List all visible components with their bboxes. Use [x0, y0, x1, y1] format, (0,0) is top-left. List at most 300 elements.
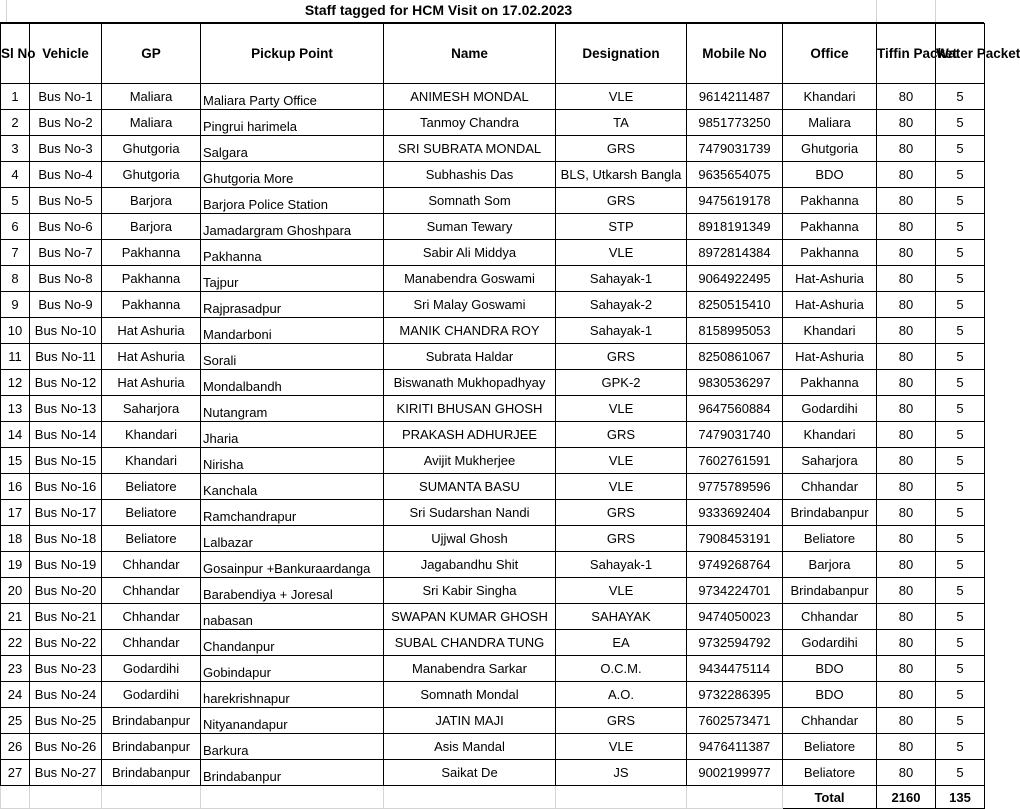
cell-designation[interactable]: GPK-2: [556, 370, 687, 396]
cell-office[interactable]: Brindabanpur: [783, 500, 877, 526]
cell-name[interactable]: SUMANTA BASU: [384, 474, 556, 500]
cell-designation[interactable]: Sahayak-1: [556, 266, 687, 292]
cell-office[interactable]: Barjora: [783, 552, 877, 578]
table-row: [1, 136, 985, 162]
cell-mobile-no[interactable]: 7479031740: [687, 422, 783, 448]
cell-sl-no[interactable]: 2: [1, 110, 30, 136]
cell-gp[interactable]: Maliara: [102, 110, 201, 136]
cell-gp[interactable]: Pakhanna: [102, 292, 201, 318]
cell-name[interactable]: Biswanath Mukhopadhyay: [384, 370, 556, 396]
cell-vehicle[interactable]: Bus No-2: [30, 110, 102, 136]
cell-mobile-no[interactable]: 8250515410: [687, 292, 783, 318]
cell-sl-no[interactable]: 16: [1, 474, 30, 500]
cell-name[interactable]: Somnath Mondal: [384, 682, 556, 708]
cell-name[interactable]: JATIN MAJI: [384, 708, 556, 734]
cell-office[interactable]: Pakhanna: [783, 188, 877, 214]
cell-office[interactable]: Chhandar: [783, 708, 877, 734]
cell-designation[interactable]: A.O.: [556, 682, 687, 708]
cell-office[interactable]: Saharjora: [783, 448, 877, 474]
cell-vehicle[interactable]: Bus No-11: [30, 344, 102, 370]
cell-water-packet[interactable]: 5: [936, 578, 985, 604]
cell-mobile-no[interactable]: 9434475114: [687, 656, 783, 682]
header-office[interactable]: Office: [783, 24, 877, 84]
cell-office[interactable]: Chhandar: [783, 604, 877, 630]
cell-water-packet[interactable]: 5: [936, 552, 985, 578]
cell-name[interactable]: SWAPAN KUMAR GHOSH: [384, 604, 556, 630]
cell-office[interactable]: Hat-Ashuria: [783, 292, 877, 318]
cell-gp[interactable]: Brindabanpur: [102, 708, 201, 734]
cell-tiffin-packet[interactable]: 80: [877, 214, 936, 240]
cell-designation[interactable]: Sahayak-2: [556, 292, 687, 318]
total-water[interactable]: 135: [936, 786, 985, 809]
cell-designation[interactable]: VLE: [556, 396, 687, 422]
cell-mobile-no[interactable]: 9064922495: [687, 266, 783, 292]
cell-tiffin-packet[interactable]: 80: [877, 578, 936, 604]
cell-vehicle[interactable]: Bus No-20: [30, 578, 102, 604]
cell-sl-no[interactable]: 4: [1, 162, 30, 188]
cell-pickup-point[interactable]: Barjora Police Station: [201, 188, 384, 214]
cell-name[interactable]: Subhashis Das: [384, 162, 556, 188]
cell-tiffin-packet[interactable]: 80: [877, 656, 936, 682]
grid-cell[interactable]: [102, 786, 201, 809]
cell-tiffin-packet[interactable]: 80: [877, 344, 936, 370]
cell-pickup-point[interactable]: Salgara: [201, 136, 384, 162]
cell-office[interactable]: Hat-Ashuria: [783, 266, 877, 292]
cell-mobile-no[interactable]: 9475619178: [687, 188, 783, 214]
cell-water-packet[interactable]: 5: [936, 422, 985, 448]
header-designation[interactable]: Designation: [556, 24, 687, 84]
cell-water-packet[interactable]: 5: [936, 760, 985, 786]
cell-water-packet[interactable]: 5: [936, 396, 985, 422]
cell-designation[interactable]: JS: [556, 760, 687, 786]
cell-sl-no[interactable]: 24: [1, 682, 30, 708]
cell-water-packet[interactable]: 5: [936, 136, 985, 162]
cell-tiffin-packet[interactable]: 80: [877, 240, 936, 266]
cell-sl-no[interactable]: 21: [1, 604, 30, 630]
cell-name[interactable]: Somnath Som: [384, 188, 556, 214]
cell-mobile-no[interactable]: 9474050023: [687, 604, 783, 630]
cell-vehicle[interactable]: Bus No-9: [30, 292, 102, 318]
cell-tiffin-packet[interactable]: 80: [877, 266, 936, 292]
cell-vehicle[interactable]: Bus No-17: [30, 500, 102, 526]
cell-gp[interactable]: Beliatore: [102, 474, 201, 500]
cell-tiffin-packet[interactable]: 80: [877, 136, 936, 162]
cell-gp[interactable]: Barjora: [102, 214, 201, 240]
cell-office[interactable]: Pakhanna: [783, 370, 877, 396]
cell-tiffin-packet[interactable]: 80: [877, 630, 936, 656]
cell-office[interactable]: Khandari: [783, 318, 877, 344]
cell-office[interactable]: Hat-Ashuria: [783, 344, 877, 370]
cell-pickup-point[interactable]: Nirisha: [201, 448, 384, 474]
cell-vehicle[interactable]: Bus No-12: [30, 370, 102, 396]
cell-gp[interactable]: Hat Ashuria: [102, 370, 201, 396]
cell-tiffin-packet[interactable]: 80: [877, 448, 936, 474]
cell-vehicle[interactable]: Bus No-7: [30, 240, 102, 266]
grid-cell[interactable]: [687, 786, 783, 809]
cell-gp[interactable]: Maliara: [102, 84, 201, 110]
cell-pickup-point[interactable]: Lalbazar: [201, 526, 384, 552]
cell-vehicle[interactable]: Bus No-15: [30, 448, 102, 474]
header-name[interactable]: Name: [384, 24, 556, 84]
cell-pickup-point[interactable]: Chandanpur: [201, 630, 384, 656]
cell-vehicle[interactable]: Bus No-14: [30, 422, 102, 448]
cell-pickup-point[interactable]: Sorali: [201, 344, 384, 370]
cell-pickup-point[interactable]: Gosainpur +Bankuraardanga: [201, 552, 384, 578]
cell-vehicle[interactable]: Bus No-8: [30, 266, 102, 292]
cell-tiffin-packet[interactable]: 80: [877, 84, 936, 110]
cell-vehicle[interactable]: Bus No-25: [30, 708, 102, 734]
cell-office[interactable]: Maliara: [783, 110, 877, 136]
cell-mobile-no[interactable]: 8250861067: [687, 344, 783, 370]
cell-pickup-point[interactable]: Barkura: [201, 734, 384, 760]
cell-water-packet[interactable]: 5: [936, 656, 985, 682]
table-row: [1, 292, 985, 318]
cell-designation[interactable]: VLE: [556, 474, 687, 500]
cell-tiffin-packet[interactable]: 80: [877, 318, 936, 344]
cell-name[interactable]: Suman Tewary: [384, 214, 556, 240]
cell-water-packet[interactable]: 5: [936, 318, 985, 344]
cell-water-packet[interactable]: 5: [936, 110, 985, 136]
cell-mobile-no[interactable]: 8918191349: [687, 214, 783, 240]
cell-designation[interactable]: STP: [556, 214, 687, 240]
cell-sl-no[interactable]: 11: [1, 344, 30, 370]
cell-water-packet[interactable]: 5: [936, 240, 985, 266]
cell-tiffin-packet[interactable]: 80: [877, 110, 936, 136]
cell-name[interactable]: Ujjwal Ghosh: [384, 526, 556, 552]
cell-water-packet[interactable]: 5: [936, 604, 985, 630]
cell-office[interactable]: Godardihi: [783, 630, 877, 656]
cell-name[interactable]: PRAKASH ADHURJEE: [384, 422, 556, 448]
cell-mobile-no[interactable]: 9732594792: [687, 630, 783, 656]
cell-pickup-point[interactable]: Gobindapur: [201, 656, 384, 682]
cell-tiffin-packet[interactable]: 80: [877, 162, 936, 188]
table-row: [1, 214, 985, 240]
cell-gp[interactable]: Chhandar: [102, 552, 201, 578]
cell-vehicle[interactable]: Bus No-23: [30, 656, 102, 682]
cell-water-packet[interactable]: 5: [936, 266, 985, 292]
cell-pickup-point[interactable]: Brindabanpur: [201, 760, 384, 786]
grid-cell[interactable]: [556, 786, 687, 809]
cell-name[interactable]: Saikat De: [384, 760, 556, 786]
cell-pickup-point[interactable]: Ramchandrapur: [201, 500, 384, 526]
cell-name[interactable]: MANIK CHANDRA ROY: [384, 318, 556, 344]
header-sl-no[interactable]: Sl No: [1, 24, 30, 84]
cell-vehicle[interactable]: Bus No-16: [30, 474, 102, 500]
cell-name[interactable]: SUBAL CHANDRA TUNG: [384, 630, 556, 656]
cell-gp[interactable]: Ghutgoria: [102, 162, 201, 188]
cell-sl-no[interactable]: 17: [1, 500, 30, 526]
cell-sl-no[interactable]: 13: [1, 396, 30, 422]
cell-office[interactable]: Khandari: [783, 422, 877, 448]
cell-vehicle[interactable]: Bus No-4: [30, 162, 102, 188]
cell-tiffin-packet[interactable]: 80: [877, 292, 936, 318]
cell-gp[interactable]: Brindabanpur: [102, 734, 201, 760]
total-tiffin[interactable]: 2160: [877, 786, 936, 809]
cell-tiffin-packet[interactable]: 80: [877, 708, 936, 734]
cell-water-packet[interactable]: 5: [936, 188, 985, 214]
cell-office[interactable]: Beliatore: [783, 734, 877, 760]
cell-mobile-no[interactable]: 9732286395: [687, 682, 783, 708]
cell-sl-no[interactable]: 6: [1, 214, 30, 240]
header-gp[interactable]: GP: [102, 24, 201, 84]
cell-office[interactable]: Beliatore: [783, 760, 877, 786]
grid-cell[interactable]: [384, 786, 556, 809]
table-row: [1, 526, 985, 552]
grid-cell[interactable]: [1, 786, 30, 809]
cell-sl-no[interactable]: 25: [1, 708, 30, 734]
cell-tiffin-packet[interactable]: 80: [877, 760, 936, 786]
cell-vehicle[interactable]: Bus No-5: [30, 188, 102, 214]
cell-designation[interactable]: GRS: [556, 188, 687, 214]
cell-designation[interactable]: SAHAYAK: [556, 604, 687, 630]
cell-vehicle[interactable]: Bus No-26: [30, 734, 102, 760]
cell-sl-no[interactable]: 3: [1, 136, 30, 162]
cell-gp[interactable]: Pakhanna: [102, 240, 201, 266]
cell-sl-no[interactable]: 7: [1, 240, 30, 266]
cell-vehicle[interactable]: Bus No-13: [30, 396, 102, 422]
cell-mobile-no[interactable]: 9734224701: [687, 578, 783, 604]
cell-water-packet[interactable]: 5: [936, 344, 985, 370]
cell-mobile-no[interactable]: 9635654075: [687, 162, 783, 188]
cell-pickup-point[interactable]: Tajpur: [201, 266, 384, 292]
cell-pickup-point[interactable]: Kanchala: [201, 474, 384, 500]
cell-office[interactable]: BDO: [783, 656, 877, 682]
grid-cell[interactable]: [30, 786, 102, 809]
cell-vehicle[interactable]: Bus No-18: [30, 526, 102, 552]
cell-office[interactable]: Pakhanna: [783, 240, 877, 266]
cell-pickup-point[interactable]: Rajprasadpur: [201, 292, 384, 318]
cell-sl-no[interactable]: 9: [1, 292, 30, 318]
total-label[interactable]: Total: [783, 786, 877, 809]
cell-water-packet[interactable]: 5: [936, 526, 985, 552]
cell-tiffin-packet[interactable]: 80: [877, 526, 936, 552]
cell-gp[interactable]: Khandari: [102, 422, 201, 448]
cell-mobile-no[interactable]: 7479031739: [687, 136, 783, 162]
cell-name[interactable]: ANIMESH MONDAL: [384, 84, 556, 110]
cell-water-packet[interactable]: 5: [936, 734, 985, 760]
cell-sl-no[interactable]: 5: [1, 188, 30, 214]
cell-sl-no[interactable]: 20: [1, 578, 30, 604]
cell-water-packet[interactable]: 5: [936, 500, 985, 526]
cell-pickup-point[interactable]: Jamadargram Ghoshpara: [201, 214, 384, 240]
cell-sl-no[interactable]: 12: [1, 370, 30, 396]
cell-mobile-no[interactable]: 9476411387: [687, 734, 783, 760]
cell-vehicle[interactable]: Bus No-3: [30, 136, 102, 162]
cell-gp[interactable]: Khandari: [102, 448, 201, 474]
cell-sl-no[interactable]: 22: [1, 630, 30, 656]
cell-vehicle[interactable]: Bus No-22: [30, 630, 102, 656]
cell-office[interactable]: Brindabanpur: [783, 578, 877, 604]
cell-sl-no[interactable]: 8: [1, 266, 30, 292]
cell-designation[interactable]: VLE: [556, 448, 687, 474]
cell-name[interactable]: Subrata Haldar: [384, 344, 556, 370]
cell-gp[interactable]: Ghutgoria: [102, 136, 201, 162]
cell-pickup-point[interactable]: Mondalbandh: [201, 370, 384, 396]
cell-gp[interactable]: Hat Ashuria: [102, 318, 201, 344]
cell-water-packet[interactable]: 5: [936, 474, 985, 500]
cell-designation[interactable]: GRS: [556, 500, 687, 526]
cell-designation[interactable]: GRS: [556, 422, 687, 448]
cell-mobile-no[interactable]: 9647560884: [687, 396, 783, 422]
cell-designation[interactable]: GRS: [556, 344, 687, 370]
cell-mobile-no[interactable]: 7908453191: [687, 526, 783, 552]
cell-designation[interactable]: Sahayak-1: [556, 318, 687, 344]
cell-pickup-point[interactable]: Jharia: [201, 422, 384, 448]
cell-mobile-no[interactable]: 8972814384: [687, 240, 783, 266]
cell-designation[interactable]: GRS: [556, 136, 687, 162]
cell-name[interactable]: Sri Sudarshan Nandi: [384, 500, 556, 526]
cell-water-packet[interactable]: 5: [936, 162, 985, 188]
cell-tiffin-packet[interactable]: 80: [877, 396, 936, 422]
cell-mobile-no[interactable]: 9830536297: [687, 370, 783, 396]
cell-name[interactable]: Asis Mandal: [384, 734, 556, 760]
cell-sl-no[interactable]: 26: [1, 734, 30, 760]
cell-name[interactable]: Sri Kabir Singha: [384, 578, 556, 604]
cell-designation[interactable]: VLE: [556, 240, 687, 266]
cell-mobile-no[interactable]: 9614211487: [687, 84, 783, 110]
cell-designation[interactable]: TA: [556, 110, 687, 136]
table-row: [1, 474, 985, 500]
cell-mobile-no[interactable]: 9333692404: [687, 500, 783, 526]
cell-mobile-no[interactable]: 8158995053: [687, 318, 783, 344]
cell-name[interactable]: SRI SUBRATA MONDAL: [384, 136, 556, 162]
cell-designation[interactable]: O.C.M.: [556, 656, 687, 682]
cell-name[interactable]: KIRITI BHUSAN GHOSH: [384, 396, 556, 422]
cell-water-packet[interactable]: 5: [936, 370, 985, 396]
cell-name[interactable]: Sabir Ali Middya: [384, 240, 556, 266]
cell-vehicle[interactable]: Bus No-1: [30, 84, 102, 110]
header-mobile-no[interactable]: Mobile No: [687, 24, 783, 84]
header-pickup-point[interactable]: Pickup Point: [201, 24, 384, 84]
cell-water-packet[interactable]: 5: [936, 84, 985, 110]
cell-tiffin-packet[interactable]: 80: [877, 682, 936, 708]
header-tiffin-packet[interactable]: Tiffin Packet: [877, 24, 936, 84]
cell-sl-no[interactable]: 18: [1, 526, 30, 552]
cell-pickup-point[interactable]: Pingrui harimela: [201, 110, 384, 136]
cell-designation[interactable]: VLE: [556, 578, 687, 604]
cell-pickup-point[interactable]: harekrishnapur: [201, 682, 384, 708]
cell-gp[interactable]: Beliatore: [102, 526, 201, 552]
cell-vehicle[interactable]: Bus No-24: [30, 682, 102, 708]
cell-sl-no[interactable]: 27: [1, 760, 30, 786]
table-row: [1, 240, 985, 266]
cell-pickup-point[interactable]: Mandarboni: [201, 318, 384, 344]
cell-gp[interactable]: Saharjora: [102, 396, 201, 422]
cell-office[interactable]: BDO: [783, 162, 877, 188]
cell-office[interactable]: Godardihi: [783, 396, 877, 422]
cell-gp[interactable]: Chhandar: [102, 578, 201, 604]
cell-tiffin-packet[interactable]: 80: [877, 604, 936, 630]
cell-tiffin-packet[interactable]: 80: [877, 500, 936, 526]
cell-vehicle[interactable]: Bus No-21: [30, 604, 102, 630]
cell-gp[interactable]: Pakhanna: [102, 266, 201, 292]
table-row: [1, 110, 985, 136]
cell-designation[interactable]: VLE: [556, 84, 687, 110]
cell-vehicle[interactable]: Bus No-27: [30, 760, 102, 786]
cell-sl-no[interactable]: 23: [1, 656, 30, 682]
cell-pickup-point[interactable]: Pakhanna: [201, 240, 384, 266]
cell-sl-no[interactable]: 19: [1, 552, 30, 578]
table-row: [1, 708, 985, 734]
cell-mobile-no[interactable]: 9851773250: [687, 110, 783, 136]
cell-tiffin-packet[interactable]: 80: [877, 188, 936, 214]
cell-designation[interactable]: GRS: [556, 708, 687, 734]
cell-tiffin-packet[interactable]: 80: [877, 370, 936, 396]
cell-vehicle[interactable]: Bus No-6: [30, 214, 102, 240]
cell-water-packet[interactable]: 5: [936, 682, 985, 708]
cell-office[interactable]: Pakhanna: [783, 214, 877, 240]
cell-gp[interactable]: Hat Ashuria: [102, 344, 201, 370]
cell-water-packet[interactable]: 5: [936, 448, 985, 474]
cell-sl-no[interactable]: 1: [1, 84, 30, 110]
cell-name[interactable]: Avijit Mukherjee: [384, 448, 556, 474]
cell-tiffin-packet[interactable]: 80: [877, 734, 936, 760]
cell-name[interactable]: Tanmoy Chandra: [384, 110, 556, 136]
cell-gp[interactable]: Barjora: [102, 188, 201, 214]
cell-vehicle[interactable]: Bus No-10: [30, 318, 102, 344]
cell-pickup-point[interactable]: Barabendiya + Joresal: [201, 578, 384, 604]
cell-water-packet[interactable]: 5: [936, 292, 985, 318]
grid-cell[interactable]: [201, 786, 384, 809]
cell-gp[interactable]: Godardihi: [102, 656, 201, 682]
cell-office[interactable]: Khandari: [783, 84, 877, 110]
cell-pickup-point[interactable]: Nityanandapur: [201, 708, 384, 734]
cell-water-packet[interactable]: 5: [936, 708, 985, 734]
cell-designation[interactable]: GRS: [556, 526, 687, 552]
cell-sl-no[interactable]: 15: [1, 448, 30, 474]
cell-tiffin-packet[interactable]: 80: [877, 422, 936, 448]
cell-pickup-point[interactable]: Ghutgoria More: [201, 162, 384, 188]
cell-mobile-no[interactable]: 9775789596: [687, 474, 783, 500]
cell-office[interactable]: Chhandar: [783, 474, 877, 500]
cell-sl-no[interactable]: 14: [1, 422, 30, 448]
cell-name[interactable]: Manabendra Goswami: [384, 266, 556, 292]
cell-water-packet[interactable]: 5: [936, 630, 985, 656]
cell-gp[interactable]: Godardihi: [102, 682, 201, 708]
cell-designation[interactable]: EA: [556, 630, 687, 656]
cell-pickup-point[interactable]: Maliara Party Office: [201, 84, 384, 110]
cell-name[interactable]: Manabendra Sarkar: [384, 656, 556, 682]
cell-gp[interactable]: Chhandar: [102, 604, 201, 630]
cell-water-packet[interactable]: 5: [936, 214, 985, 240]
table-row: [1, 370, 985, 396]
cell-name[interactable]: Sri Malay Goswami: [384, 292, 556, 318]
cell-vehicle[interactable]: Bus No-19: [30, 552, 102, 578]
cell-office[interactable]: Ghutgoria: [783, 136, 877, 162]
cell-mobile-no[interactable]: 9749268764: [687, 552, 783, 578]
cell-mobile-no[interactable]: 7602761591: [687, 448, 783, 474]
cell-gp[interactable]: Beliatore: [102, 500, 201, 526]
header-vehicle[interactable]: Vehicle: [30, 24, 102, 84]
cell-office[interactable]: BDO: [783, 682, 877, 708]
cell-designation[interactable]: VLE: [556, 734, 687, 760]
table-row: [1, 604, 985, 630]
cell-mobile-no[interactable]: 9002199977: [687, 760, 783, 786]
cell-tiffin-packet[interactable]: 80: [877, 474, 936, 500]
cell-pickup-point[interactable]: Nutangram: [201, 396, 384, 422]
cell-pickup-point[interactable]: nabasan: [201, 604, 384, 630]
cell-office[interactable]: Beliatore: [783, 526, 877, 552]
cell-name[interactable]: Jagabandhu Shit: [384, 552, 556, 578]
cell-mobile-no[interactable]: 7602573471: [687, 708, 783, 734]
cell-designation[interactable]: BLS, Utkarsh Bangla: [556, 162, 687, 188]
cell-sl-no[interactable]: 10: [1, 318, 30, 344]
cell-gp[interactable]: Brindabanpur: [102, 760, 201, 786]
cell-gp[interactable]: Chhandar: [102, 630, 201, 656]
cell-designation[interactable]: Sahayak-1: [556, 552, 687, 578]
cell-tiffin-packet[interactable]: 80: [877, 552, 936, 578]
header-water-packet[interactable]: Water Packet: [936, 24, 985, 84]
